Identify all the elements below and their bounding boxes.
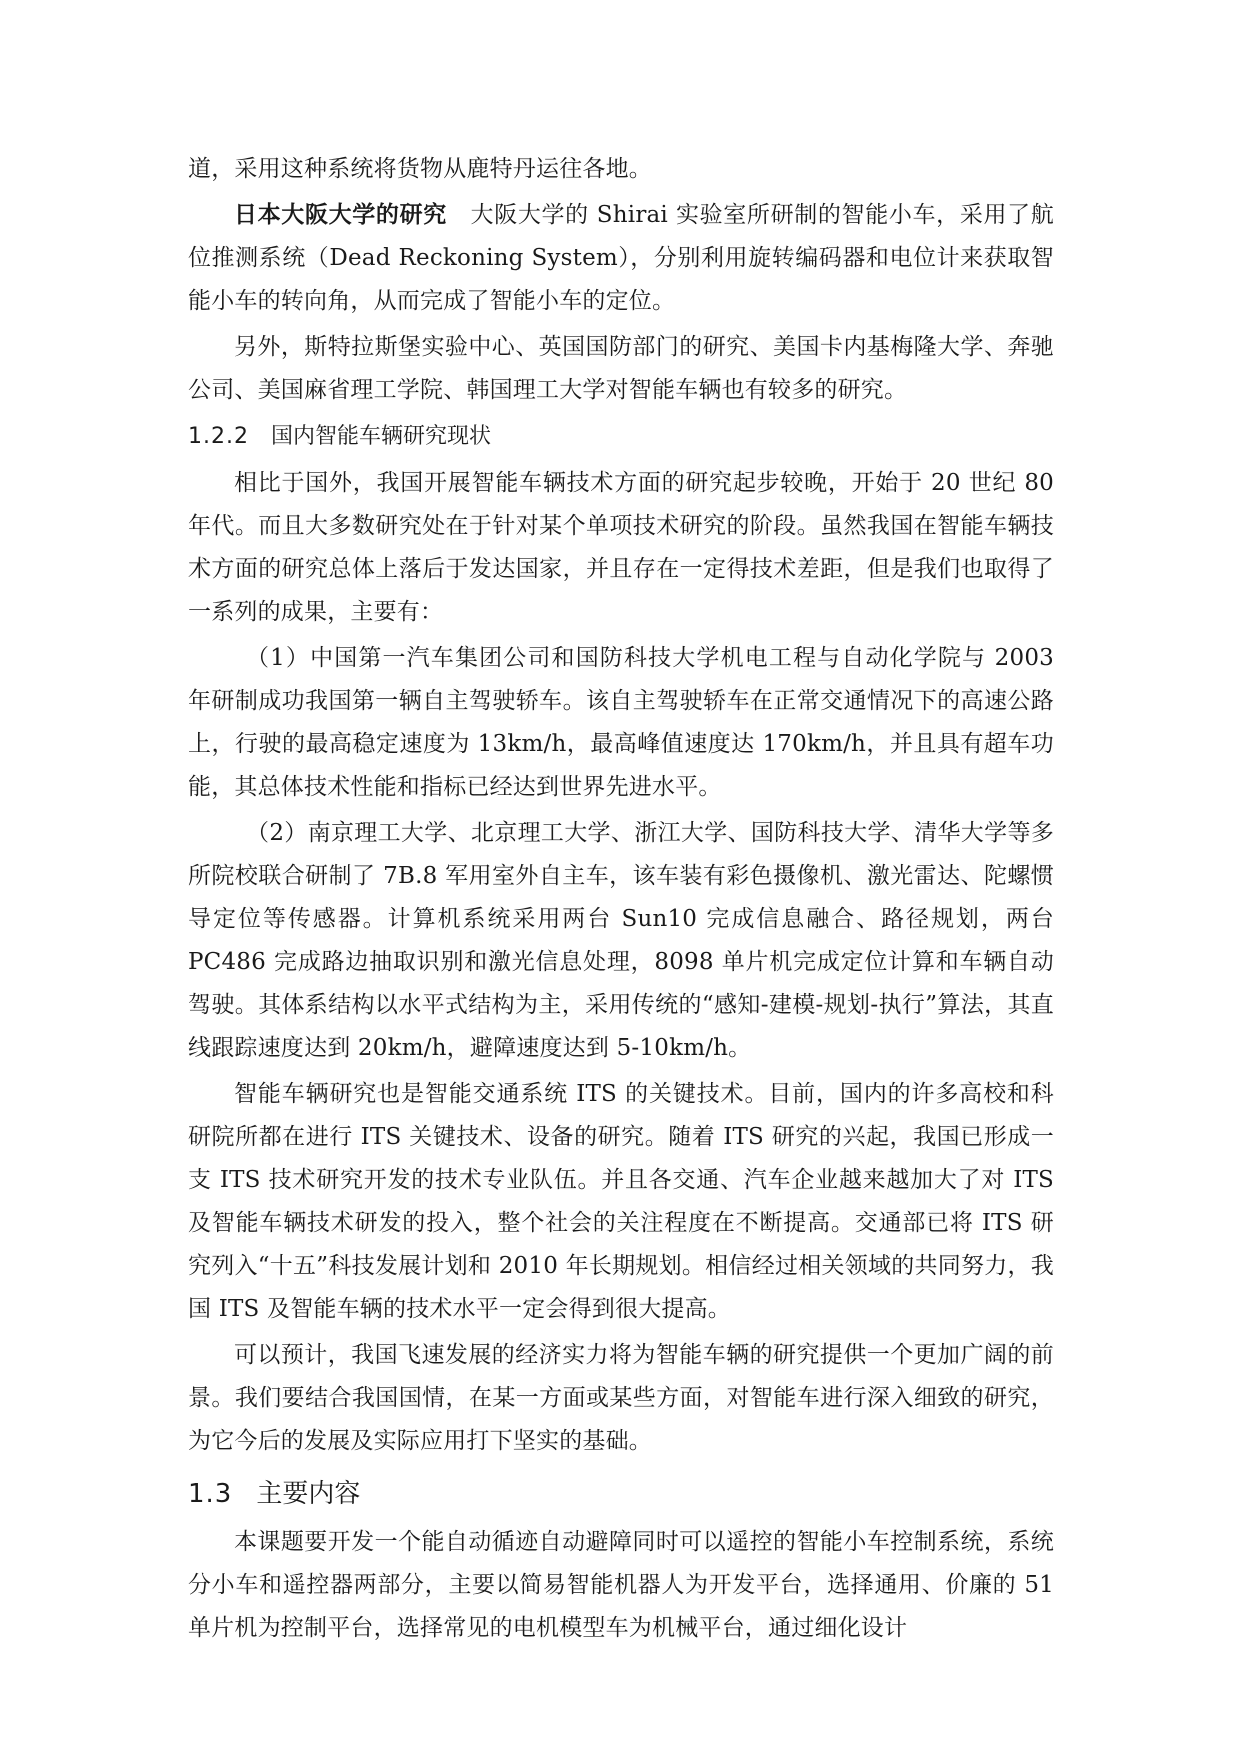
list-item-2: （2）南京理工大学、北京理工大学、浙江大学、国防科技大学、清华大学等多所院校联合研制了 7B.8 军用室外自主车，该车装有彩色摄像机、激光雷达、陀螺惯导定位等传感器。计算机系统采用两台 Sun10 完成信息融合、路径规划，两台 PC486 完成路边抽取识别和激光信息处理，8098 单片机完成定位计算和车辆自动驾驶。其体系结构以水平式结构为主，采用传统的“感知-建模-规划-执行”算法，其直线跟踪速度达到 20km/h，避障速度达到 5-10km/h。 — [188, 820, 1054, 1061]
paragraph-continued: 道，采用这种系统将货物从鹿特丹运往各地。 — [188, 156, 652, 182]
paragraph-main-content: 本课题要开发一个能自动循迹自动避障同时可以遥控的智能小车控制系统，系统分小车和遥控器两部分，主要以简易智能机器人为开发平台，选择通用、价廉的 51 单片机为控制平台，选择常见的电机模型车为机械平台，通过细化设计 — [188, 1529, 1054, 1641]
paragraph-osaka-research — [188, 194, 1054, 323]
list-item-1: （1）中国第一汽车集团公司和国防科技大学机电工程与自动化学院与 2003 年研制成功我国第一辆自主驾驶轿车。该自主驾驶轿车在正常交通情况下的高速公路上，行驶的最高稳定速度为 13km/h，最高峰值速度达 170km/h，并且具有超车功能，其总体技术性能和指标已经达到世界先进水平。 — [188, 645, 1054, 800]
paragraph-domestic-overview: 相比于国外，我国开展智能车辆技术方面的研究起步较晚，开始于 20 世纪 80 年代。而且大多数研究处在于针对某个单项技术研究的阶段。虽然我国在智能车辆技术方面的研究总体上落后于发达国家，并且存在一定得技术差距，但是我们也取得了一系列的成果，主要有： — [188, 470, 1054, 625]
section-title: 主要内容 — [256, 1479, 361, 1509]
paragraph-its: 智能车辆研究也是智能交通系统 ITS 的关键技术。目前，国内的许多高校和科研院所都在进行 ITS 关键技术、设备的研究。随着 ITS 研究的兴起，我国已形成一支 ITS 技术研究开发的技术专业队伍。并且各交通、汽车企业越来越加大了对 ITS 及智能车辆技术研发的投入，整个社会的关注程度在不断提高。交通部已将 ITS 研究列入“十五”科技发展计划和 2010 年长期规划。相信经过相关领域的共同努力，我国 ITS 及智能车辆的技术水平一定会得到很大提高。 — [188, 1081, 1054, 1322]
section-heading-1-3 — [188, 1469, 1054, 1519]
paragraph-osaka-body: 大阪大学的 Shirai 实验室所研制的智能小车，采用了航位推测系统（Dead Reckoning System），分别利用旋转编码器和电位计来获取智能小车的转向角，从而完成了智能小车的定位。 — [188, 202, 1054, 314]
section-number: 1.2.2 — [188, 424, 249, 449]
section-number: 1.3 — [188, 1479, 233, 1509]
paragraph-outlook: 可以预计，我国飞速发展的经济实力将为智能车辆的研究提供一个更加广阔的前景。我们要结合我国国情，在某一方面或某些方面，对智能车进行深入细致的研究，为它今后的发展及实际应用打下坚实的基础。 — [188, 1342, 1054, 1454]
paragraph-other-institutions: 另外，斯特拉斯堡实验中心、英国国防部门的研究、美国卡内基梅隆大学、奔驰公司、美国麻省理工学院、韩国理工大学对智能车辆也有较多的研究。 — [188, 334, 1054, 403]
section-title: 国内智能车辆研究现状 — [270, 424, 491, 449]
section-heading-1-2-2 — [188, 414, 1054, 460]
document-page — [188, 148, 1054, 1650]
paragraph-lead-osaka: 日本大阪大学的研究 — [234, 202, 447, 228]
